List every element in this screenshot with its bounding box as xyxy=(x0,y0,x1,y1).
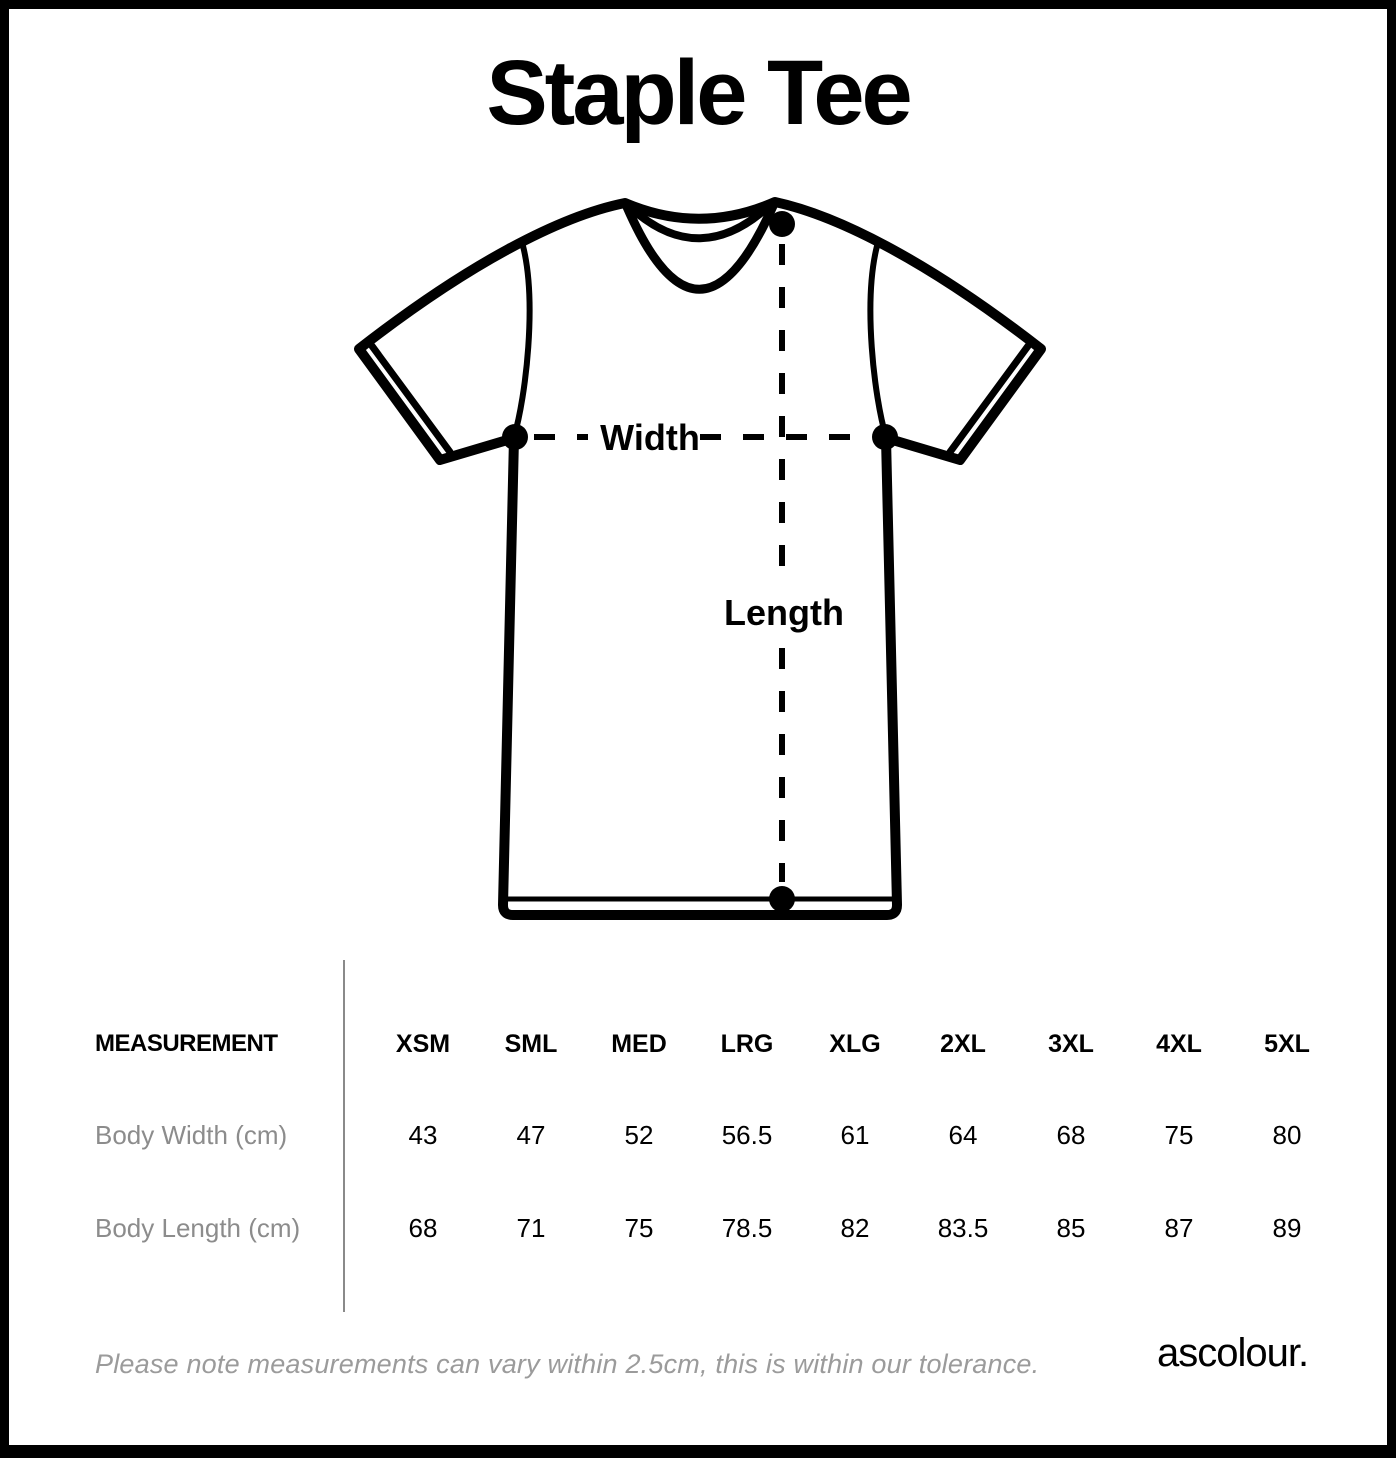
size-header-xsm: XSM xyxy=(395,1030,451,1058)
tolerance-note: Please note measurements can vary within 2.5cm, this is within our tolerance. xyxy=(95,1349,1040,1379)
row-label-body-width: Body Width (cm) xyxy=(95,1120,288,1150)
shoulder-point-dot xyxy=(769,211,795,237)
body-length-5xl: 89 xyxy=(1272,1213,1302,1243)
table-row-body-width xyxy=(9,1120,1387,1150)
body-width-5xl: 80 xyxy=(1272,1120,1302,1150)
body-length-med: 75 xyxy=(624,1213,654,1243)
body-width-lrg: 56.5 xyxy=(721,1120,773,1150)
row-label-body-length: Body Length (cm) xyxy=(95,1213,301,1243)
body-length-3xl: 85 xyxy=(1056,1213,1086,1243)
size-header-xlg: XLG xyxy=(829,1030,881,1058)
body-length-sml: 71 xyxy=(516,1213,546,1243)
body-length-xsm: 68 xyxy=(408,1213,438,1243)
body-width-xsm: 43 xyxy=(408,1120,438,1150)
body-width-3xl: 68 xyxy=(1056,1120,1086,1150)
body-length-lrg: 78.5 xyxy=(721,1213,773,1243)
table-row-body-length xyxy=(9,1213,1387,1243)
hem-point-dot xyxy=(769,886,795,912)
body-width-sml: 47 xyxy=(516,1120,546,1150)
length-label: Length xyxy=(724,592,844,633)
size-header-4xl: 4XL xyxy=(1156,1030,1202,1058)
body-width-2xl: 64 xyxy=(948,1120,978,1150)
width-label: Width xyxy=(600,417,700,458)
body-length-2xl: 83.5 xyxy=(937,1213,989,1243)
body-length-xlg: 82 xyxy=(840,1213,870,1243)
tshirt-diagram xyxy=(330,180,1070,940)
body-length-4xl: 87 xyxy=(1164,1213,1194,1243)
tshirt-outline xyxy=(359,202,1041,915)
size-header-2xl: 2XL xyxy=(940,1030,986,1058)
measurement-header: MEASUREMENT xyxy=(95,1030,278,1057)
table-header-row xyxy=(9,1029,1387,1059)
ascolour-logo: ascolour. xyxy=(1157,1331,1309,1375)
size-header-lrg: LRG xyxy=(720,1030,774,1058)
body-width-med: 52 xyxy=(624,1120,654,1150)
size-header-5xl: 5XL xyxy=(1264,1030,1310,1058)
armpit-dot-right xyxy=(872,424,898,450)
size-header-3xl: 3XL xyxy=(1048,1030,1094,1058)
size-header-med: MED xyxy=(611,1030,667,1058)
armpit-dot-left xyxy=(502,424,528,450)
body-width-xlg: 61 xyxy=(840,1120,870,1150)
size-header-sml: SML xyxy=(504,1030,558,1058)
body-width-4xl: 75 xyxy=(1164,1120,1194,1150)
page-title: Staple Tee xyxy=(486,42,910,144)
